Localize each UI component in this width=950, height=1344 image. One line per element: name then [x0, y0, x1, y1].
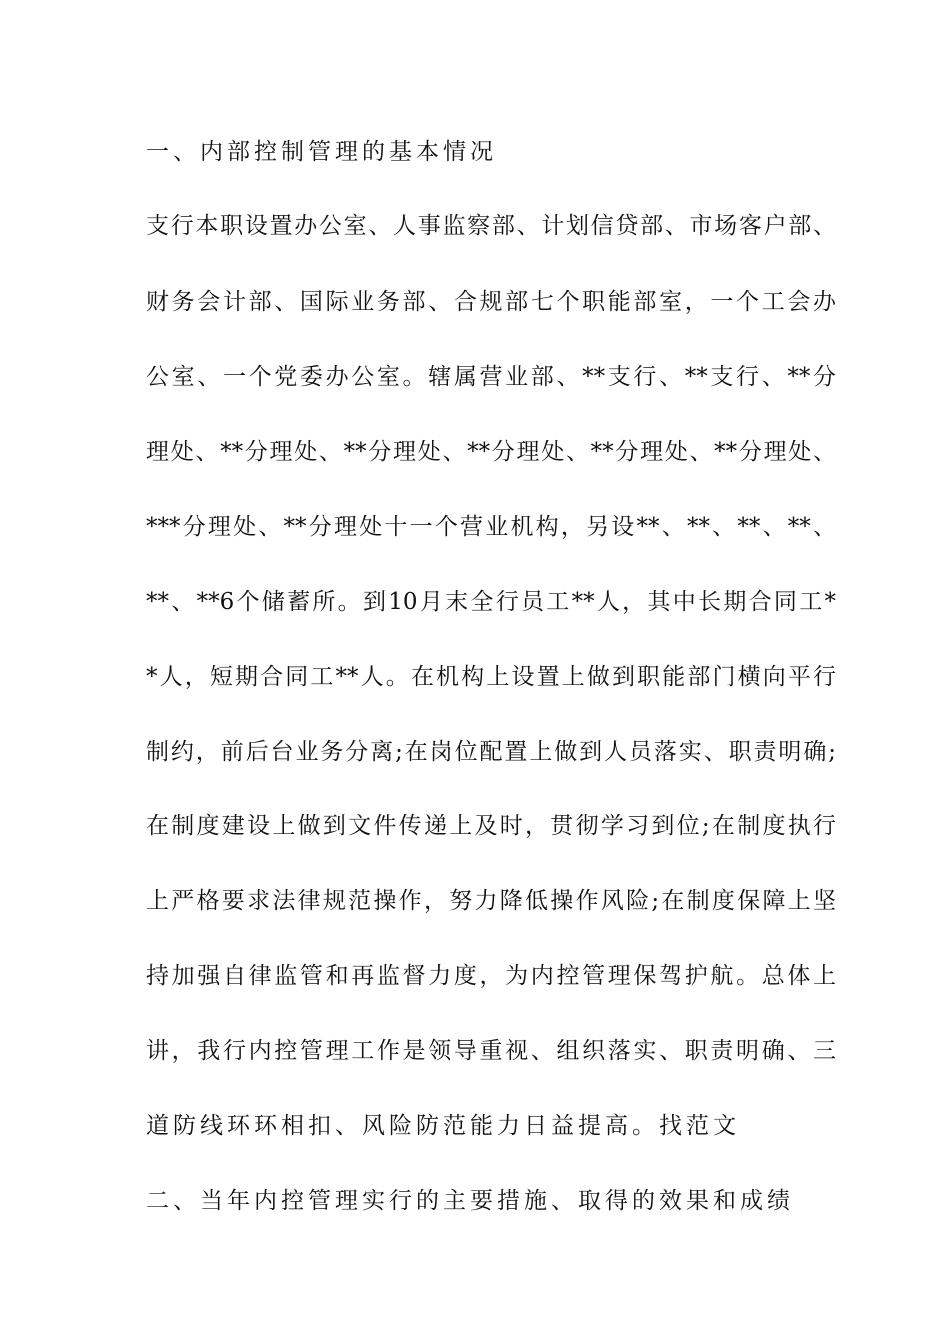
paragraph-line: 公室、一个党委办公室。辖属营业部、**支行、**支行、**分 [146, 364, 836, 390]
paragraph-line: 财务会计部、国际业务部、合规部七个职能部室，一个工会办 [146, 289, 836, 315]
section-heading-2: 二、当年内控管理实行的主要措施、取得的效果和成绩 [146, 1188, 794, 1214]
paragraph-line: *人，短期合同工**人。在机构上设置上做到职能部门横向平行 [146, 664, 836, 690]
paragraph-line: 讲，我行内控管理工作是领导重视、组织落实、职责明确、三 [146, 1038, 836, 1064]
paragraph-line: 上严格要求法律规范操作，努力降低操作风险;在制度保障上坚 [146, 888, 836, 914]
paragraph-line: 支行本职设置办公室、人事监察部、计划信贷部、市场客户部、 [146, 213, 836, 239]
section-heading-1: 一、内部控制管理的基本情况 [146, 139, 497, 165]
paragraph-line: 道防线环环相扣、风险防范能力日益提高。找范文 [146, 1113, 740, 1139]
paragraph-line: 理处、**分理处、**分理处、**分理处、**分理处、**分理处、 [146, 439, 836, 465]
paragraph-line: **、**6个储蓄所。到10月末全行员工**人，其中长期合同工* [146, 589, 836, 615]
paragraph-line: 制约，前后台业务分离;在岗位配置上做到人员落实、职责明确; [146, 739, 836, 765]
paragraph-line: 持加强自律监管和再监督力度，为内控管理保驾护航。总体上 [146, 963, 836, 989]
paragraph-line: ***分理处、**分理处十一个营业机构，另设**、**、**、**、 [146, 514, 836, 540]
paragraph-line: 在制度建设上做到文件传递上及时，贯彻学习到位;在制度执行 [146, 813, 836, 839]
